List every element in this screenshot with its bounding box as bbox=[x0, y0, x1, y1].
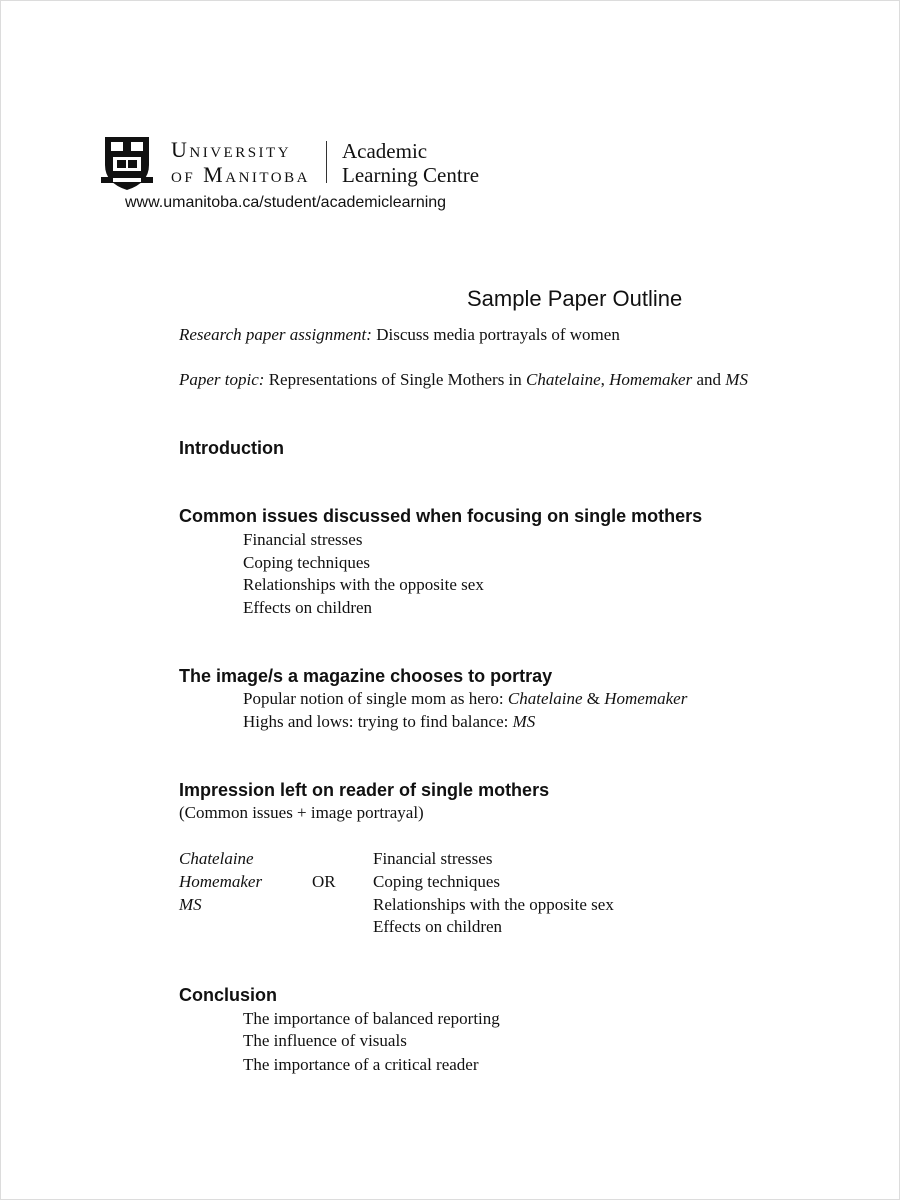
list-item: Effects on children bbox=[243, 598, 373, 617]
impression-subheading: (Common issues + image portrayal) bbox=[179, 803, 424, 822]
topic-magazine-3: MS bbox=[725, 370, 748, 389]
magazine-name: Homemaker bbox=[179, 872, 263, 891]
issue-item: Effects on children bbox=[373, 917, 503, 936]
list-item bbox=[243, 689, 687, 709]
topic-line bbox=[179, 370, 748, 390]
university-crest-icon bbox=[101, 135, 153, 191]
list-item bbox=[243, 712, 535, 732]
list-item: The importance of balanced reporting bbox=[243, 1009, 500, 1028]
website-url[interactable]: www.umanitoba.ca/student/academiclearning bbox=[125, 194, 447, 211]
conclusion-heading: Conclusion bbox=[179, 985, 277, 1005]
balance-magazine: MS bbox=[512, 712, 536, 731]
magazine-name: Chatelaine bbox=[179, 849, 254, 868]
assignment-text: Discuss media portrayals of women bbox=[371, 325, 620, 344]
hero-magazine-1: Chatelaine bbox=[507, 689, 583, 708]
or-connector: OR bbox=[312, 872, 336, 891]
centre-name-line1: Academic bbox=[342, 139, 428, 163]
hero-notion-text: Popular notion of single mom as hero: bbox=[243, 689, 508, 708]
list-item: The influence of visuals bbox=[243, 1031, 407, 1050]
image-portrayal-heading: The image/s a magazine chooses to portray bbox=[179, 666, 553, 686]
page-title: Sample Paper Outline bbox=[467, 286, 683, 311]
topic-magazine-1: Chatelaine bbox=[526, 370, 601, 389]
hero-ampersand: & bbox=[582, 689, 605, 708]
university-logo bbox=[101, 135, 486, 191]
university-name bbox=[171, 137, 310, 187]
issue-item: Coping techniques bbox=[373, 872, 501, 891]
list-item: Coping techniques bbox=[243, 553, 371, 572]
impression-heading: Impression left on reader of single mothers bbox=[179, 780, 550, 800]
topic-text: Representations of Single Mothers in bbox=[264, 370, 527, 389]
assignment-line bbox=[179, 325, 620, 345]
issue-item: Relationships with the opposite sex bbox=[373, 895, 614, 914]
issue-item: Financial stresses bbox=[373, 849, 493, 868]
assignment-label: Research paper assignment: bbox=[179, 325, 372, 344]
list-item: Financial stresses bbox=[243, 530, 363, 549]
hero-magazine-2: Homemaker bbox=[604, 689, 688, 708]
centre-name bbox=[342, 139, 479, 187]
topic-separator: , bbox=[600, 370, 610, 389]
university-name-line1: University bbox=[171, 137, 292, 162]
list-item: The importance of a critical reader bbox=[243, 1055, 479, 1074]
logo-divider bbox=[326, 141, 327, 183]
university-name-line2: of Manitoba bbox=[171, 162, 310, 187]
introduction-heading: Introduction bbox=[179, 438, 284, 458]
magazine-name: MS bbox=[179, 895, 202, 914]
balance-text: Highs and lows: trying to find balance: bbox=[243, 712, 513, 731]
topic-and: and bbox=[692, 370, 726, 389]
common-issues-heading: Common issues discussed when focusing on single mothers bbox=[179, 506, 703, 526]
topic-magazine-2: Homemaker bbox=[609, 370, 693, 389]
list-item: Relationships with the opposite sex bbox=[243, 575, 484, 594]
topic-label: Paper topic: bbox=[179, 370, 265, 389]
centre-name-line2: Learning Centre bbox=[342, 163, 480, 187]
